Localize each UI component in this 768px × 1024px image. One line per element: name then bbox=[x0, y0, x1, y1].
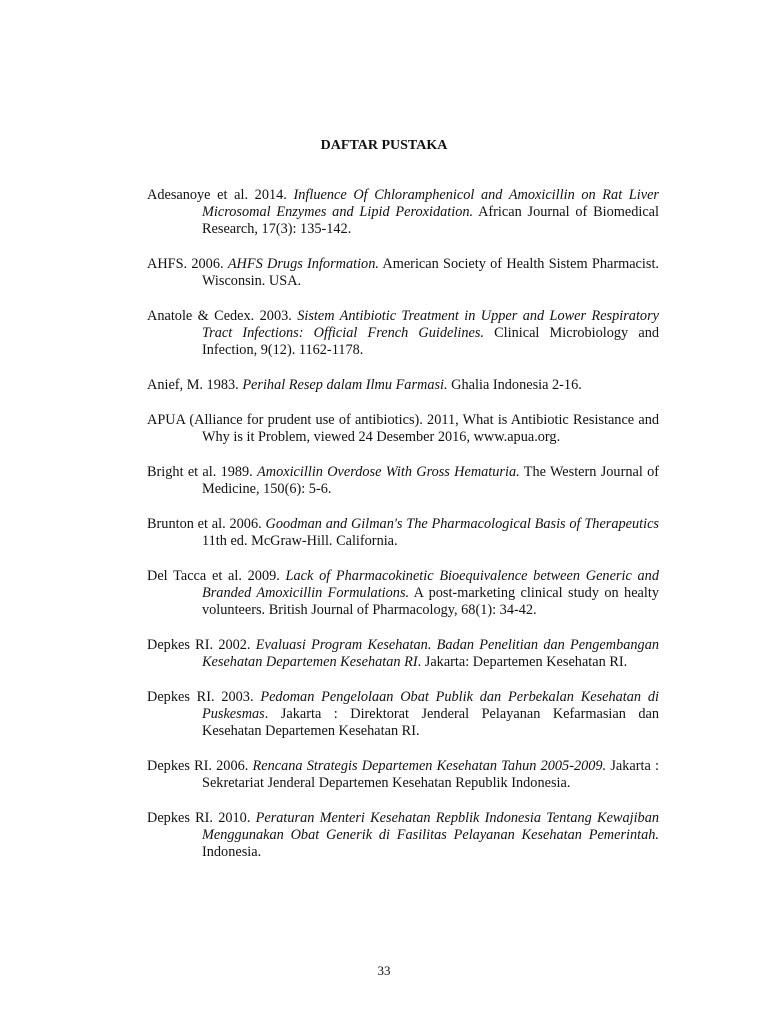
reference-title: Influence Of Chloramphenicol and Amoxicillin on Rat Liver Microsomal Enzymes and Lipid Peroxidation. bbox=[202, 187, 659, 220]
reference-author: Bright et al. 1989. bbox=[147, 464, 258, 480]
reference-author: Adesanoye et al. 2014. bbox=[147, 187, 294, 203]
reference-title: AHFS Drugs Information. bbox=[227, 256, 379, 272]
reference-entry bbox=[147, 689, 659, 740]
reference-entry bbox=[147, 256, 659, 290]
reference-entry bbox=[147, 637, 659, 671]
reference-source: . Jakarta: Departemen Kesehatan RI. bbox=[417, 654, 628, 670]
reference-author: APUA (Alliance for prudent use of antibiotics). 2011, What is Antibiotic Resistance and Why is it Problem, viewed 24 Desember 2016, www.apua.org. bbox=[147, 412, 659, 445]
reference-source: Ghalia Indonesia 2-16. bbox=[447, 377, 582, 393]
reference-title: Rencana Strategis Departemen Kesehatan Tahun 2005-2009. bbox=[252, 758, 607, 774]
page-number: 33 bbox=[377, 963, 391, 978]
reference-author: Del Tacca et al. 2009. bbox=[147, 568, 286, 584]
reference-list bbox=[147, 187, 659, 879]
reference-author: Anief, M. 1983. bbox=[147, 377, 243, 393]
reference-source: Jakarta : Sekretariat Jenderal Departemen Kesehatan Republik Indonesia. bbox=[202, 758, 659, 791]
reference-author: Anatole & Cedex. 2003. bbox=[147, 308, 298, 324]
reference-entry bbox=[147, 377, 659, 394]
reference-entry bbox=[147, 568, 659, 619]
reference-author: Brunton et al. 2006. bbox=[147, 516, 266, 532]
reference-entry bbox=[147, 308, 659, 359]
reference-entry bbox=[147, 516, 659, 550]
reference-source: A post-marketing clinical study on healty volunteers. British Journal of Pharmacology, 68(1): 34-42. bbox=[202, 585, 659, 618]
reference-title: Evaluasi Program Kesehatan. Badan Penelitian dan Pengembangan Kesehatan Departemen Kesehatan RI bbox=[202, 637, 659, 670]
reference-source: American Society of Health Sistem Pharmacist. Wisconsin. USA. bbox=[202, 256, 659, 289]
reference-author: Depkes RI. 2002. bbox=[147, 637, 256, 653]
reference-entry bbox=[147, 187, 659, 238]
reference-source: Indonesia. bbox=[202, 844, 262, 860]
reference-title: Sistem Antibiotic Treatment in Upper and Lower Respiratory Tract Infections: Official French Guidelines. bbox=[202, 308, 659, 341]
reference-source: Clinical Microbiology and Infection, 9(12). 1162-1178. bbox=[202, 325, 659, 358]
reference-source: . Jakarta : Direktorat Jenderal Pelayanan Kefarmasian dan Kesehatan Departemen Kesehatan RI. bbox=[202, 706, 659, 739]
reference-author: Depkes RI. 2006. bbox=[147, 758, 253, 774]
reference-title: Amoxicillin Overdose With Gross Hematuria. bbox=[257, 464, 520, 480]
reference-author: Depkes RI. 2003. bbox=[147, 689, 261, 705]
reference-title: Perihal Resep dalam Ilmu Farmasi. bbox=[242, 377, 448, 393]
reference-source: 11th ed. McGraw-Hill. California. bbox=[202, 533, 398, 549]
reference-author: AHFS. 2006. bbox=[147, 256, 228, 272]
reference-title: Pedoman Pengelolaan Obat Publik dan Perbekalan Kesehatan di Puskesmas bbox=[202, 689, 659, 722]
reference-title: Peraturan Menteri Kesehatan Repblik Indonesia Tentang Kewajiban Menggunakan Obat Generik di Fasilitas Pelayanan Kesehatan Pemerintah. bbox=[202, 810, 660, 843]
page-title: DAFTAR PUSTAKA bbox=[320, 138, 448, 153]
reference-source: The Western Journal of Medicine, 150(6): 5-6. bbox=[202, 464, 659, 497]
reference-title: Goodman and Gilman's The Pharmacological Basis of Therapeutics bbox=[265, 516, 659, 532]
reference-entry bbox=[147, 810, 659, 861]
reference-entry bbox=[147, 758, 659, 792]
reference-source: African Journal of Biomedical Research, 17(3): 135-142. bbox=[202, 204, 660, 237]
reference-entry bbox=[147, 412, 659, 446]
reference-entry bbox=[147, 464, 659, 498]
reference-title: Lack of Pharmacokinetic Bioequivalence between Generic and Branded Amoxicillin Formulations. bbox=[202, 568, 659, 601]
reference-author: Depkes RI. 2010. bbox=[147, 810, 256, 826]
